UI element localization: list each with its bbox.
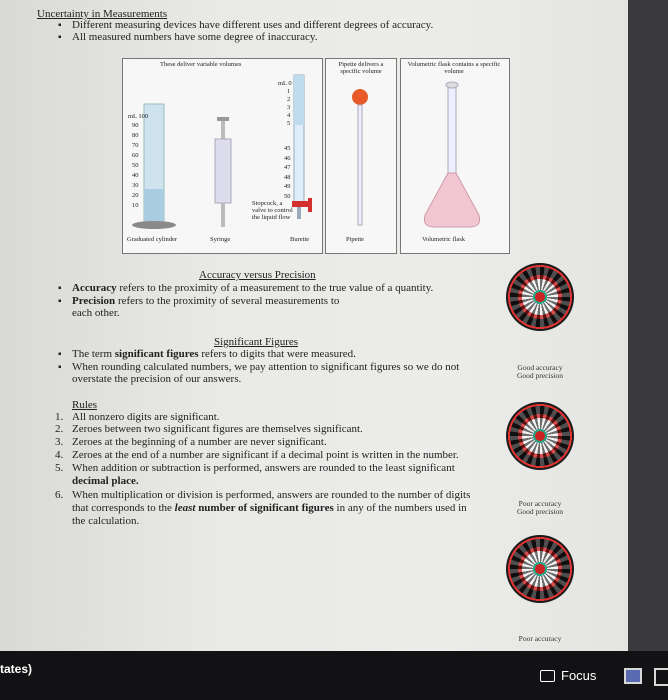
rule-number: 5. bbox=[55, 462, 64, 474]
focus-button[interactable] bbox=[540, 668, 596, 683]
flask-header: Volumetric flask contains a specific volume bbox=[407, 61, 501, 75]
scale-tick-label: 1 bbox=[287, 88, 291, 95]
scale-tick-label: 45 bbox=[284, 145, 291, 152]
dartboard-poor-accuracy bbox=[506, 535, 574, 603]
stopcock-label: Stopcock, a valve to control the liquid flow bbox=[252, 200, 293, 221]
taskbar bbox=[0, 651, 668, 700]
bullet-dot: ▪ bbox=[58, 362, 62, 373]
scale-tick-label: 30 bbox=[132, 182, 139, 189]
label-volumetric-flask: Volumetric flask bbox=[422, 236, 466, 243]
sigfigs-title: Significant Figures bbox=[214, 336, 299, 348]
page-scrollbar[interactable] bbox=[628, 0, 668, 651]
rule-1: All nonzero digits are significant. bbox=[72, 411, 220, 423]
scale-tick-label: 20 bbox=[132, 192, 139, 199]
rule-number: 1. bbox=[55, 411, 64, 423]
rule-3: Zeroes at the beginning of a number are never significant. bbox=[72, 436, 327, 448]
rule-6: When multiplication or division is performed, answers are rounded to the number of digits bbox=[72, 489, 471, 501]
pipette-bulb bbox=[352, 89, 368, 105]
rule-5-bold: decimal place. bbox=[72, 475, 139, 487]
sigfigs-rounding-line1: When rounding calculated numbers, we pay attention to significant figures so we do not bbox=[72, 361, 460, 373]
scale-tick-label: 50 bbox=[132, 162, 139, 169]
read-mode-icon[interactable] bbox=[624, 668, 642, 684]
bullet-dot: ▪ bbox=[58, 32, 62, 43]
bullet-dot: ▪ bbox=[58, 349, 62, 360]
rule-2: Zeroes between two significant figures are themselves significant. bbox=[72, 423, 363, 435]
bullet-dot: ▪ bbox=[58, 283, 62, 294]
layout-icon[interactable] bbox=[654, 668, 668, 686]
scale-tick-label: 50 bbox=[284, 192, 291, 200]
burette-unit: mL 0 bbox=[278, 80, 292, 87]
rules-title: Rules bbox=[72, 399, 98, 411]
scale-tick-label: 70 bbox=[132, 142, 139, 149]
target-caption-1: Good accuracy Good precision bbox=[516, 363, 564, 380]
scale-tick-label: 60 bbox=[132, 152, 139, 159]
label-graduated-cylinder: Graduated cylinder bbox=[127, 236, 177, 243]
focus-icon bbox=[540, 670, 555, 682]
scale-tick-label: 48 bbox=[284, 173, 291, 181]
pipette bbox=[358, 105, 362, 225]
scale-tick-label: 10 bbox=[132, 202, 139, 209]
scale-tick-label: 2 bbox=[287, 96, 291, 103]
scale-tick-label: 5 bbox=[287, 120, 291, 127]
intro-line-2: All measured numbers have some degree of inaccuracy. bbox=[72, 31, 318, 43]
rule-number: 6. bbox=[55, 489, 64, 501]
precision-definition: Precision refers to the proximity of several measurements to bbox=[72, 295, 340, 307]
scale-tick-label: 3 bbox=[287, 104, 291, 111]
accuracy-definition: Accuracy refers to the proximity of a measurement to the true value of a quantity. bbox=[72, 282, 434, 294]
label-burette: Burette bbox=[290, 236, 310, 243]
scale-tick-label: 90 bbox=[132, 122, 139, 129]
rule-number: 3. bbox=[55, 436, 64, 448]
rule-number: 2. bbox=[55, 423, 64, 435]
cylinder-unit: mL 100 bbox=[128, 113, 149, 120]
rule-number: 4. bbox=[55, 449, 64, 461]
focus-label: Focus bbox=[561, 668, 597, 683]
scale-tick-label: 40 bbox=[132, 172, 139, 179]
rule-5: When addition or subtraction is performed, answers are rounded to the least significant bbox=[72, 462, 455, 474]
scale-tick-label: 46 bbox=[284, 154, 291, 162]
measuring-devices-figure bbox=[122, 55, 512, 255]
scale-tick-label: 80 bbox=[132, 132, 139, 139]
volumetric-flask bbox=[448, 85, 456, 175]
precision-definition-cont: each other. bbox=[72, 307, 120, 319]
scale-tick-label: 4 bbox=[287, 112, 291, 119]
pipette-header: Pipette delivers a specific volume bbox=[338, 61, 384, 75]
rule-6-line3: the calculation. bbox=[72, 515, 140, 527]
bullet-dot: ▪ bbox=[58, 20, 62, 31]
intro-line-1: Different measuring devices have different uses and different degrees of accuracy. bbox=[72, 19, 434, 31]
taskbar-status-text: tates) bbox=[0, 662, 33, 676]
target-caption-2: Poor accuracy Good precision bbox=[516, 499, 564, 516]
bullet-dot: ▪ bbox=[58, 296, 62, 307]
sigfigs-definition: The term significant figures refers to digits that were measured. bbox=[72, 348, 356, 360]
dartboard-good-accuracy bbox=[506, 263, 574, 331]
dartboard-poor-accuracy-good-precision bbox=[506, 402, 574, 470]
accuracy-title: Accuracy versus Precision bbox=[199, 269, 316, 281]
devices-drawing bbox=[122, 55, 512, 255]
rule-4: Zeroes at the end of a number are significant if a decimal point is written in the number. bbox=[72, 449, 459, 461]
scale-tick-label: 49 bbox=[284, 183, 291, 190]
label-syringe: Syringe bbox=[210, 236, 231, 243]
label-pipette: Pipette bbox=[346, 236, 365, 243]
target-caption-3: Poor accuracy bbox=[518, 634, 562, 643]
sigfigs-rounding-line2: overstate the precision of our answers. bbox=[72, 373, 242, 385]
variable-header: These deliver variable volumes bbox=[160, 61, 242, 68]
syringe bbox=[217, 117, 229, 121]
scale-tick-label: 47 bbox=[284, 164, 291, 171]
rule-6-line2: that corresponds to the least number of significant figures in any of the numbers used in bbox=[72, 502, 467, 514]
section-title: Uncertainty in Measurements bbox=[37, 8, 168, 20]
